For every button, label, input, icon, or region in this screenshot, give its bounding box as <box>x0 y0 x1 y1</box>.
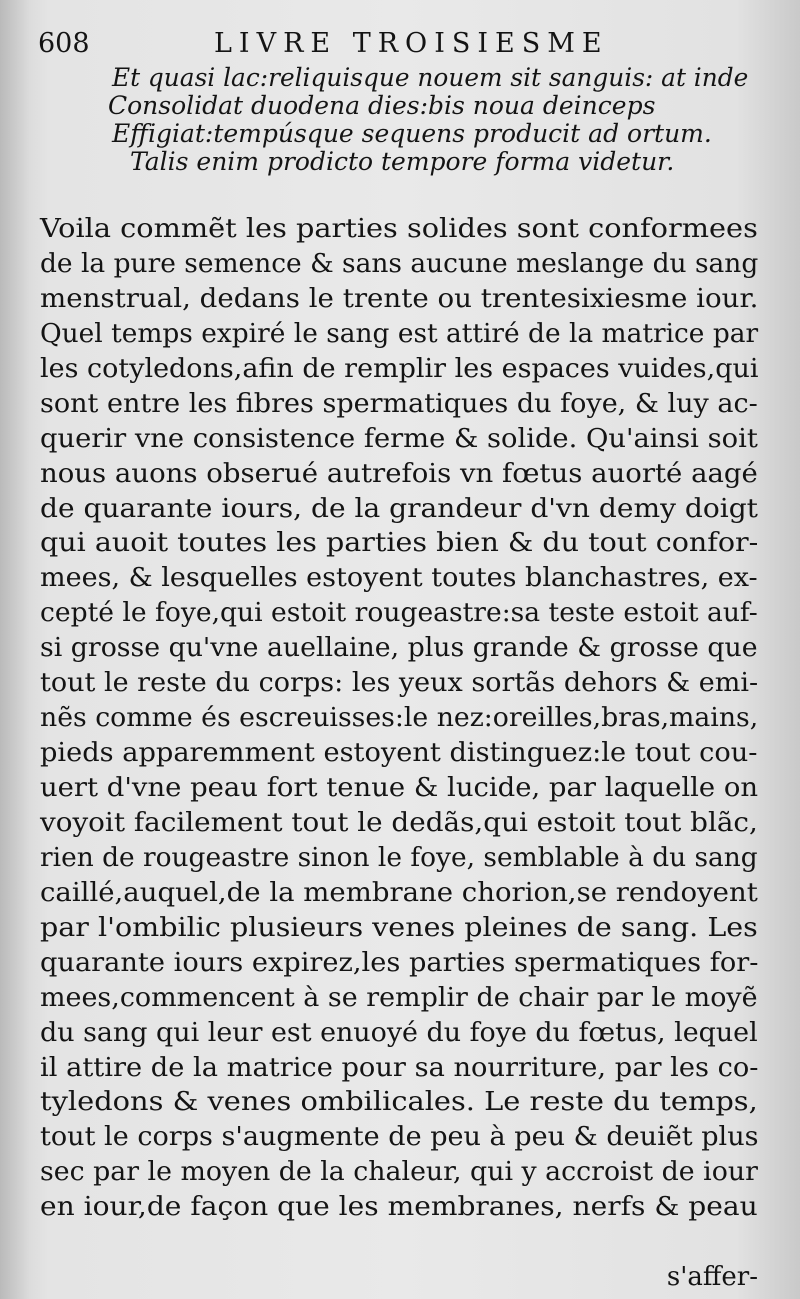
text-line: de quarante iours, de la grandeur d'vn demy doigt <box>40 493 758 524</box>
text-line: mees,commencent à se remplir de chair par le moyẽ <box>40 982 758 1013</box>
text-line: nous auons obserué autrefois vn fœtus auorté aagé <box>40 458 758 489</box>
verse-line: Talis enim prodicto tempore forma videtur. <box>130 147 675 176</box>
verse-line: Consolidat duodena dies:bis noua deinceps <box>108 91 656 120</box>
verse-line: Effigiat:tempúsque sequens producit ad ortum. <box>112 119 712 148</box>
text-line: si grosse qu'vne auellaine, plus grande & grosse que <box>40 633 758 664</box>
text-line: voyoit facilement tout le dedãs,qui estoit tout blãc, <box>40 807 758 838</box>
text-line: caillé,auquel,de la membrane chorion,se rendoyent <box>40 877 758 908</box>
text-line: Voila commẽt les parties solides sont conformees <box>40 214 758 244</box>
verse-line: Et quasi lac:reliquisque nouem sit sanguis: at inde <box>111 63 749 92</box>
text-line: Quel temps expiré le sang est attiré de la matrice par <box>40 318 759 349</box>
text-line: quarante iours expirez,les parties spermatiques for- <box>40 947 759 978</box>
text-line: qui auoit toutes les parties bien & du tout confor- <box>40 528 759 559</box>
text-line: tout le corps s'augmente de peu à peu & deuiẽt plus <box>40 1122 759 1153</box>
text-line: de la pure semence & sans aucune meslange du sang <box>40 248 759 279</box>
text-line: il attire de la matrice pour sa nourriture, par les co- <box>40 1052 759 1083</box>
page-number: 608 <box>38 28 90 59</box>
text-line: en iour,de façon que les membranes, nerfs & peau <box>40 1192 758 1223</box>
text-line: pieds apparemment estoyent distinguez:le tout cou- <box>40 738 758 769</box>
page-header <box>38 22 770 66</box>
text-line: mees, & lesquelles estoyent toutes blanchastres, ex- <box>40 563 758 594</box>
text-line: rien de rougeastre sinon le foye, semblable à du sang <box>40 842 758 873</box>
body-paragraph <box>40 212 760 1225</box>
text-line: du sang qui leur est enuoyé du foye du fœtus, lequel <box>40 1017 758 1048</box>
text-line: sont entre les fibres spermatiques du foye, & luy ac- <box>40 388 758 419</box>
gutter-shadow <box>0 0 30 1299</box>
text-line: par l'ombilic plusieurs venes pleines de sang. Les <box>40 912 758 943</box>
latin-verse <box>108 64 748 176</box>
text-line: tyledons & venes ombilicales. Le reste du temps, <box>40 1087 758 1118</box>
text-line: nẽs comme és escreuisses:le nez:oreilles,bras,mains, <box>40 703 759 734</box>
catchword: s'affer- <box>666 1262 758 1292</box>
text-line: sec par le moyen de la chaleur, qui y accroist de iour <box>40 1157 758 1188</box>
text-line: querir vne consistence ferme & solide. Qu'ainsi soit <box>40 423 758 454</box>
text-line: tout le reste du corps: les yeux sortãs dehors & emi- <box>40 668 759 699</box>
text-line: cepté le foye,qui estoit rougeastre:sa teste estoit auf- <box>40 598 758 629</box>
running-title: LIVRE TROISIESME <box>214 28 609 59</box>
text-line: les cotyledons,afin de remplir les espaces vuides,qui <box>40 353 759 384</box>
text-line: uert d'vne peau fort tenue & lucide, par laquelle on <box>40 773 759 803</box>
text-line: menstrual, dedans le trente ou trentesixiesme iour. <box>40 283 759 314</box>
